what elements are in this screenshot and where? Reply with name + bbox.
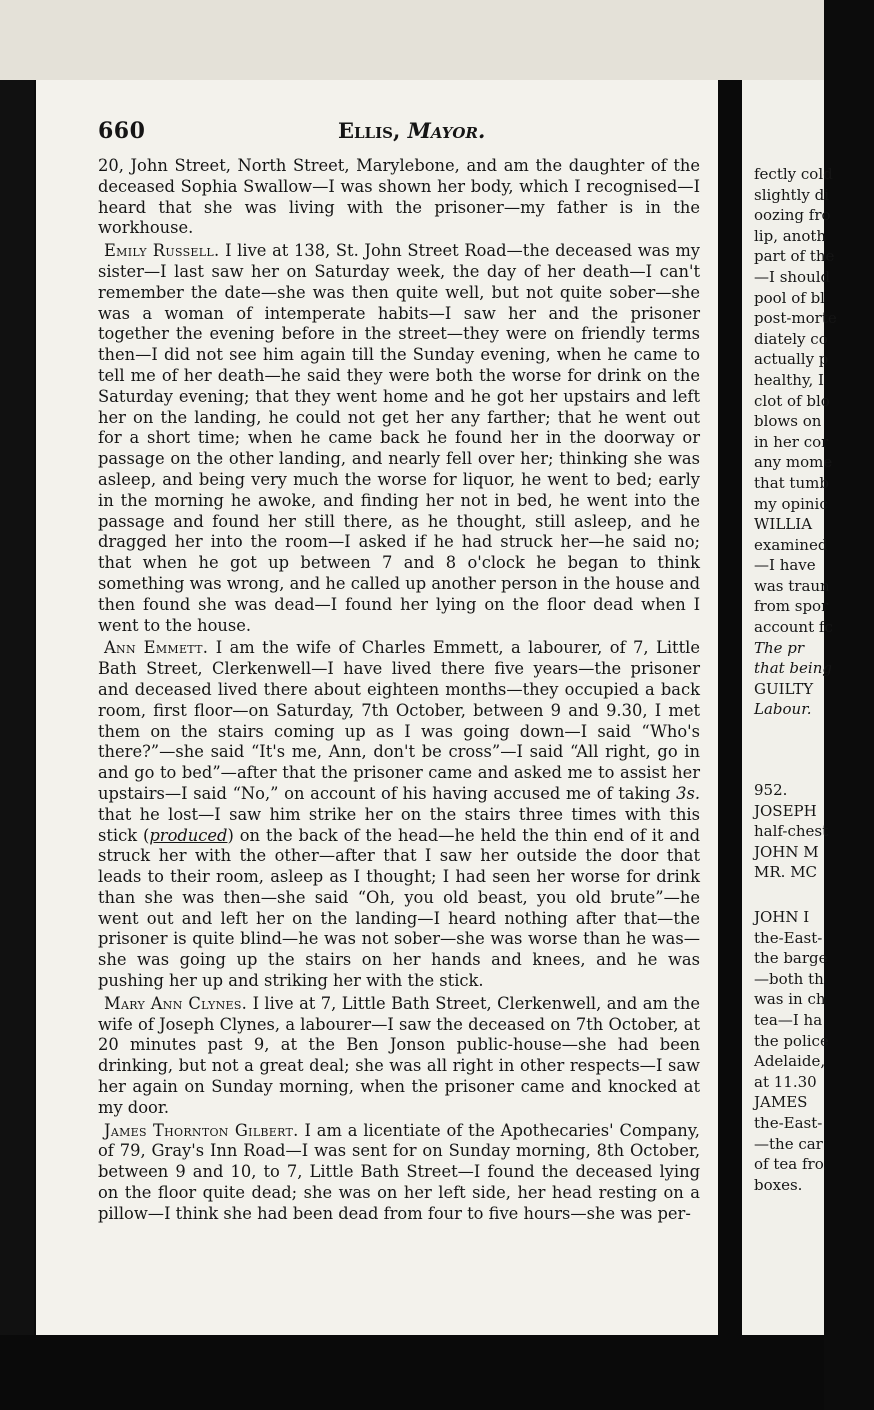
- witness-name: Emily Russell.: [104, 241, 220, 261]
- fragment-line: part of the: [754, 247, 835, 266]
- fragment-line: blows on: [754, 412, 822, 431]
- fragment-line: —I should: [754, 267, 831, 286]
- fragment-line: lip, anoth: [754, 226, 827, 245]
- fragment-line: half-chest: [754, 822, 829, 841]
- paragraph-mary-ann-clynes: [98, 994, 700, 1119]
- fragment-line: fectly cold: [754, 165, 833, 183]
- fragment-line: slightly di: [754, 185, 830, 204]
- adjacent-page: [742, 80, 837, 1335]
- produced-note: produced: [149, 825, 228, 845]
- fragment-line: account fc: [754, 618, 833, 637]
- fragment-line: JOHN M: [754, 842, 819, 861]
- fragment-line: the-East-: [754, 1113, 823, 1132]
- fragment-line: GUILTY: [754, 679, 814, 698]
- scan-left-edge: [0, 80, 34, 1410]
- paragraph-text: I live at 7, Little Bath Street, Clerkenwell, and am the wife of Joseph Clynes, a labourer—I saw the deceased on 7th October, at 20 minutes past 9, at the Ben Jonson public-house—she had been drinking, but not a great deal; she was all right in other respects—I saw her again on Sunday morning, when the prisoner came and knocked at my door.: [98, 993, 700, 1117]
- fragment-line: at 11.30: [754, 1072, 817, 1091]
- fragment-line: from spor: [754, 597, 829, 616]
- paragraph-james-thornton-gilbert: [98, 1121, 700, 1225]
- fragment-line: examined: [754, 535, 828, 554]
- page-number: 660: [98, 118, 146, 144]
- section-gap: [754, 720, 874, 780]
- fragment-line: the-East-: [754, 928, 823, 947]
- fragment-line: actually p: [754, 350, 829, 369]
- fragment-line: pool of bl: [754, 288, 825, 307]
- running-head: [338, 118, 485, 143]
- fragment-line: that being: [754, 659, 832, 678]
- fragment-line: in her cor: [754, 432, 829, 451]
- fragment-line: clot of blo: [754, 391, 830, 410]
- section-gap: [754, 883, 874, 907]
- paragraph-emily-russell: [98, 241, 700, 636]
- fragment-line: of tea fro: [754, 1155, 824, 1174]
- paragraph-text: that he lost—I saw him strike her on the stairs three times with this stick (: [98, 804, 700, 845]
- fragment-line: 952.: [754, 781, 788, 800]
- fragment-line: —I have: [754, 556, 816, 575]
- scan-bottom-edge: [0, 1335, 824, 1410]
- fragment-line: the police: [754, 1031, 829, 1050]
- money-amount: 3s.: [676, 783, 700, 803]
- paragraph-text: 20, John Street, North Street, Marylebone, and am the daughter of the deceased Sophia Swallow—I was shown her body, which I recognised—I heard that she was living with the prisoner—my father is in the workhouse.: [98, 156, 700, 238]
- fragment-line: Adelaide,: [754, 1052, 826, 1071]
- testimony-text: [98, 156, 700, 1226]
- fragment-line: post-morte: [754, 309, 837, 328]
- fragment-line: was in ch: [754, 990, 826, 1009]
- scan-top-margin: [0, 0, 824, 80]
- fragment-line: JAMES: [754, 1093, 808, 1112]
- fragment-line: diately co: [754, 329, 828, 348]
- witness-name: Mary Ann Clynes.: [104, 993, 248, 1013]
- fragment-line: healthy, I: [754, 370, 824, 389]
- paragraph-text: I am the wife of Charles Emmett, a labourer, of 7, Little Bath Street, Clerkenwell—I have lived there five years—the prisoner and deceased lived there about eighteen months—they occupied a back room, first floor—on Saturday, 7th October, between 9 and 9.30, I met them on the stairs coming up as I was going down—I said “Who's there?”—she said “It's me, Ann, don't be cross”—I said “All right, go in and go to bed”—after that the prisoner came and asked me to assist her upstairs—I said “No,” on account of his having accused me of taking: [98, 638, 700, 803]
- fragment-line: —both th: [754, 969, 824, 988]
- fragment-line: The pr: [754, 638, 805, 657]
- fragment-line: was traun: [754, 576, 830, 595]
- fragment-line: the barge: [754, 949, 828, 968]
- fragment-line: oozing fro: [754, 206, 831, 225]
- page-header: [98, 118, 658, 148]
- fragment-line: —the car: [754, 1134, 823, 1153]
- adjacent-page-fragments: [754, 164, 874, 1195]
- paragraph-ann-emmett: [98, 638, 700, 992]
- paragraph-text: I am a licentiate of the Apothecaries' Company, of 79, Gray's Inn Road—I was sent for on Sunday morning, 8th October, between 9 and 10, to 7, Little Bath Street—I found the deceased lying on the floor quite dead; she was on her left side, her head resting on a pillow—I think she had been dead from four to five hours—she was per-: [98, 1120, 700, 1223]
- fragment-line: that tumb: [754, 473, 829, 492]
- paragraph-text: I live at 138, St. John Street Road—the deceased was my sister—I last saw her on Saturday week, the day of her death—I can't remember the date—she was then quite well, but not quite sober—she was a woman of intemperate habits—I saw her and the prisoner together the evening before in the street—they were on friendly terms then—I did not see him again till the Sunday evening, when he came to tell me of her death—he said they were both the worse for drink on the Saturday evening; that they went home and he got her upstairs and left her on the landing, he could not get her any farther; that he went out for a short time; when he came back he found her in the doorway or passage on the other landing, and nearly fell over her; thinking she was asleep, and being very much the worse for liquor, he went to bed; early in the morning he awoke, and finding her not in bed, he went into the passage and found her still there, as he thought, still asleep, and he dragged her into the room—I asked if he had struck her—he said no; that when he got up between 7 and 8 o'clock he began to think something was wrong, and he called up another person in the house and then found she was dead—I found her lying on the floor dead when I went to the house.: [98, 241, 700, 635]
- book-gutter: [718, 80, 742, 1410]
- book-page: [36, 80, 718, 1335]
- fragment-line: JOSEPH: [754, 801, 817, 820]
- fragment-line: tea—I ha: [754, 1010, 823, 1029]
- paragraph-text: ) on the back of the head—he held the thin end of it and struck her with the other—after that I saw her outside the door that leads to their room, asleep as I thought; I had seen her worse for drink than she was then—she said “Oh, you old beast, you old brute”—he went out and left her on the landing—I heard nothing after that—the prisoner is quite blind—he was not sober—she was worse than he was—she was going up the stairs on her hands and knees, and he was pushing her up and striking her with the stick.: [98, 825, 700, 991]
- running-head-name: Ellis,: [338, 118, 401, 143]
- paragraph-continuation: [98, 156, 700, 239]
- fragment-line: boxes.: [754, 1175, 803, 1194]
- witness-name: Ann Emmett.: [104, 638, 209, 658]
- fragment-line: WILLIA: [754, 515, 813, 534]
- fragment-line: JOHN I: [754, 908, 810, 926]
- fragment-line: any mome: [754, 453, 833, 472]
- fragment-line: my opinic: [754, 494, 828, 513]
- fragment-line: Labour.: [754, 700, 812, 719]
- running-head-title: Mayor.: [407, 118, 486, 143]
- fragment-line: MR. MC: [754, 863, 818, 882]
- witness-name: James Thornton Gilbert.: [104, 1120, 299, 1140]
